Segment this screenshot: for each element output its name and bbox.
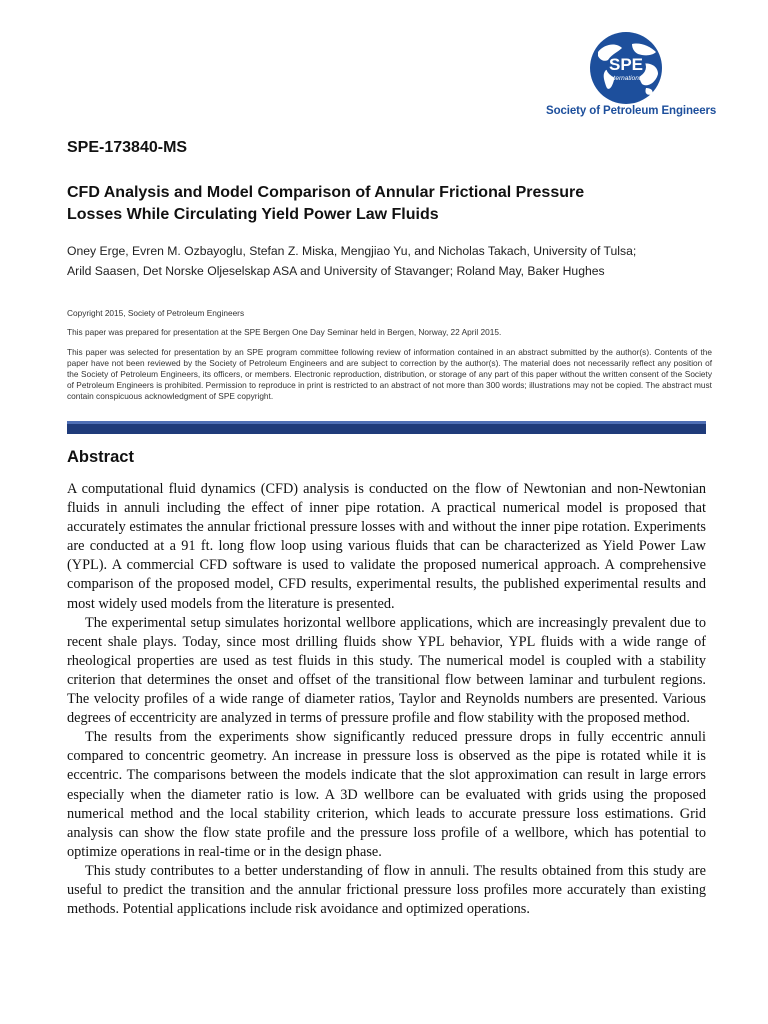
author-list [67,241,727,281]
abstract-body [67,480,706,919]
abstract-paragraph: The results from the experiments show significantly reduced pressure drops in fully eccentric annuli compared to concentric geometry. An increase in pressure loss is observed as the pipe is rotated while it is eccentric. The comparisons between the models indicate that the slot approximation can result in large errors especially when the diameter ratio is low. A 3D wellbore can be evaluated with grids using the proposed numerical method and the local stability criterion, which leads to accurate pressure loss estimations. Grid analysis can show the flow state profile and the pressure loss profile of a wellbore, which has potential to optimize operations in real-time or in the design phase. [67,729,706,860]
paper-number: SPE-173840-MS [67,139,188,156]
presentation-note: This paper was prepared for presentation at the SPE Bergen One Day Seminar held in Bergen, Norway, 22 April 2015. [67,327,502,337]
section-divider-highlight [67,421,706,424]
abstract-paragraph: The experimental setup simulates horizontal wellbore applications, which are increasingly prevalent due to recent shale plays. Today, since most drilling fluids show YPL behavior, YPL fluids with a wide range of rheological properties are used as test fluids in this study. The numerical model is coupled with a stability criterion that determines the onset and offset of the transitional flow between laminar and turbulent regions. The velocity profiles of a wide range of diameter ratios, Taylor and Reynolds numbers are presented. Various degrees of eccentricity are analyzed in terms of pressure profile and flow stability with the proposed method. [67,614,706,727]
spe-org-name: Society of Petroleum Engineers [546,105,717,117]
spe-mark-text: SPE [608,55,644,74]
spe-mark-subtext: International [608,75,644,82]
abstract-heading: Abstract [67,448,134,466]
title-line: CFD Analysis and Model Comparison of Annular Frictional Pressure [67,184,585,201]
author-line: Arild Saasen, Det Norske Oljeselskap ASA and University of Stavanger; Roland May, Baker Hughes [67,264,605,278]
copyright-notice: Copyright 2015, Society of Petroleum Engineers [67,308,245,318]
author-line: Oney Erge, Evren M. Ozbayoglu, Stefan Z. Miska, Mengjiao Yu, and Nicholas Takach, University of Tulsa; [67,244,637,258]
section-divider [67,421,706,434]
abstract-paragraph: This study contributes to a better understanding of flow in annuli. The results obtained from this study are useful to predict the transition and the annular frictional pressure loss profiles more accurately than existing methods. Potential applications include risk avoidance and optimized operations. [67,862,706,918]
spe-logo [546,30,717,122]
spe-globe-icon [546,30,706,106]
abstract-paragraph: A computational fluid dynamics (CFD) analysis is conducted on the flow of Newtonian and non-Newtonian fluids in annuli including the effect of inner pipe rotation. A practical numerical model is proposed that accurately estimates the annular frictional pressure losses with and without the inner pipe rotation. Experiments are conducted at a 91 ft. long flow loop using various fluids that can be characterized as Yield Power Law (YPL). A commercial CFD software is used to validate the proposed numerical approach. A comprehensive comparison of the proposed model, CFD results, experimental results, the published experimental results and most widely used models from the literature is presented. [67,481,706,612]
title-line: Losses While Circulating Yield Power Law Fluids [67,206,439,223]
selection-note: This paper was selected for presentation by an SPE program committee following review of information contained in an abstract submitted by the author(s). Contents of the paper have not been reviewed by the Society of Petroleum Engineers and are subject to correction by the author(s). The material does not necessarily reflect any position of the Society of Petroleum Engineers, its officers, or members. Electronic reproduction, distribution, or storage of any part of this paper without the written consent of the Society of Petroleum Engineers is prohibited. Permission to reproduce in print is restricted to an abstract of not more than 300 words; illustrations may not be copied. The abstract must contain conspicuous acknowledgment of SPE copyright. [67,347,712,401]
paper-title [67,182,707,226]
